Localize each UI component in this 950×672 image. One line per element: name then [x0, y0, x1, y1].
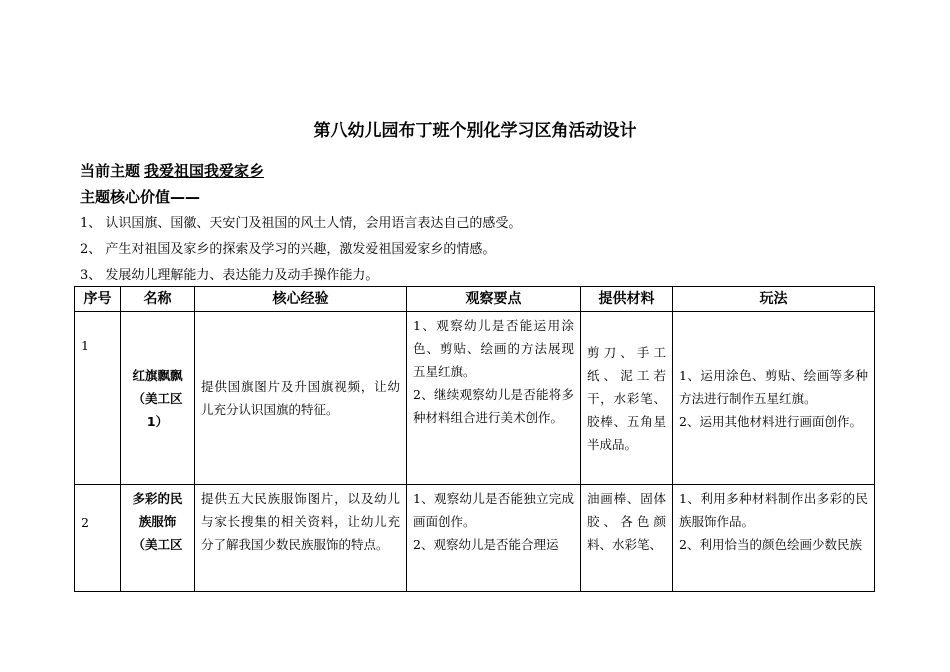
table-row [75, 485, 875, 592]
theme-label: 当前主题 [80, 162, 141, 180]
current-theme [80, 160, 286, 181]
row-name [121, 312, 195, 485]
play-item: 1、运用涂色、剪贴、绘画等多种方法进行制作五星红旗。 [679, 367, 868, 406]
row-seq: 1 [75, 312, 121, 485]
page-title: 第八幼儿园布丁班个别化学习区角活动设计 [313, 121, 637, 141]
row-experience: 提供五大民族服饰图片，以及幼儿与家长搜集的相关资料，让幼儿充分了解我国少数民族服饰的特点。 [195, 485, 407, 592]
header-name: 名称 [121, 287, 195, 312]
row-name-line: （美工区 [132, 390, 183, 406]
row-name [121, 485, 195, 592]
row-experience: 提供国旗图片及升国旗视频，让幼儿充分认识国旗的特征。 [195, 312, 407, 485]
row-play [673, 312, 875, 485]
play-item: 1、利用多种材料制作出多彩的民族服饰作品。 [679, 491, 868, 529]
row-play [673, 485, 875, 592]
core-value-item-1: 1、 认识国旗、国徽、天安门及祖国的风土人情，会用语言表达自己的感受。 [80, 216, 522, 231]
row-materials: 油画棒、固体胶、各色颜料、水彩笔、 [581, 485, 673, 592]
table-row [75, 312, 875, 485]
header-materials: 提供材料 [581, 287, 673, 312]
table-header-row [75, 287, 875, 312]
core-value-item-3: 3、 发展幼儿理解能力、表达能力及动手操作能力。 [80, 268, 379, 283]
header-experience: 核心经验 [195, 287, 407, 312]
header-play: 玩法 [673, 287, 875, 312]
play-item: 2、利用恰当的颜色绘画少数民族 [679, 537, 862, 552]
play-item: 2、运用其他材料进行画面创作。 [679, 413, 862, 429]
observation-item: 2、观察幼儿是否能合理运 [413, 537, 559, 552]
row-observation [407, 312, 581, 485]
row-name-line: 1） [146, 413, 169, 429]
theme-value: 我爱祖国我爱家乡 [144, 162, 265, 180]
row-seq: 2 [75, 485, 121, 592]
header-observation: 观察要点 [407, 287, 581, 312]
row-name-line: （美工区 [132, 537, 183, 552]
observation-item: 2、继续观察幼儿是否能将多种材料组合进行美术创作。 [413, 387, 574, 425]
row-name-line: 多彩的民 [132, 491, 183, 506]
row-observation [407, 485, 581, 592]
activity-table [74, 286, 875, 592]
row-name-line: 族服饰 [138, 514, 177, 529]
core-values-heading: 主题核心价值—— [80, 188, 201, 206]
core-value-item-2: 2、 产生对祖国及家乡的探索及学习的兴趣，激发爱祖国爱家乡的情感。 [80, 242, 496, 257]
row-materials: 剪刀、手工纸、泥工若干，水彩笔、胶棒、五角星半成品。 [581, 312, 673, 485]
observation-item: 1、观察幼儿是否能运用涂色、剪贴、绘画的方法展现五星红旗。 [413, 318, 574, 379]
header-seq: 序号 [75, 287, 121, 312]
observation-item: 1、观察幼儿是否能独立完成画面创作。 [413, 491, 574, 529]
row-name-line: 红旗飘飘 [132, 367, 183, 383]
